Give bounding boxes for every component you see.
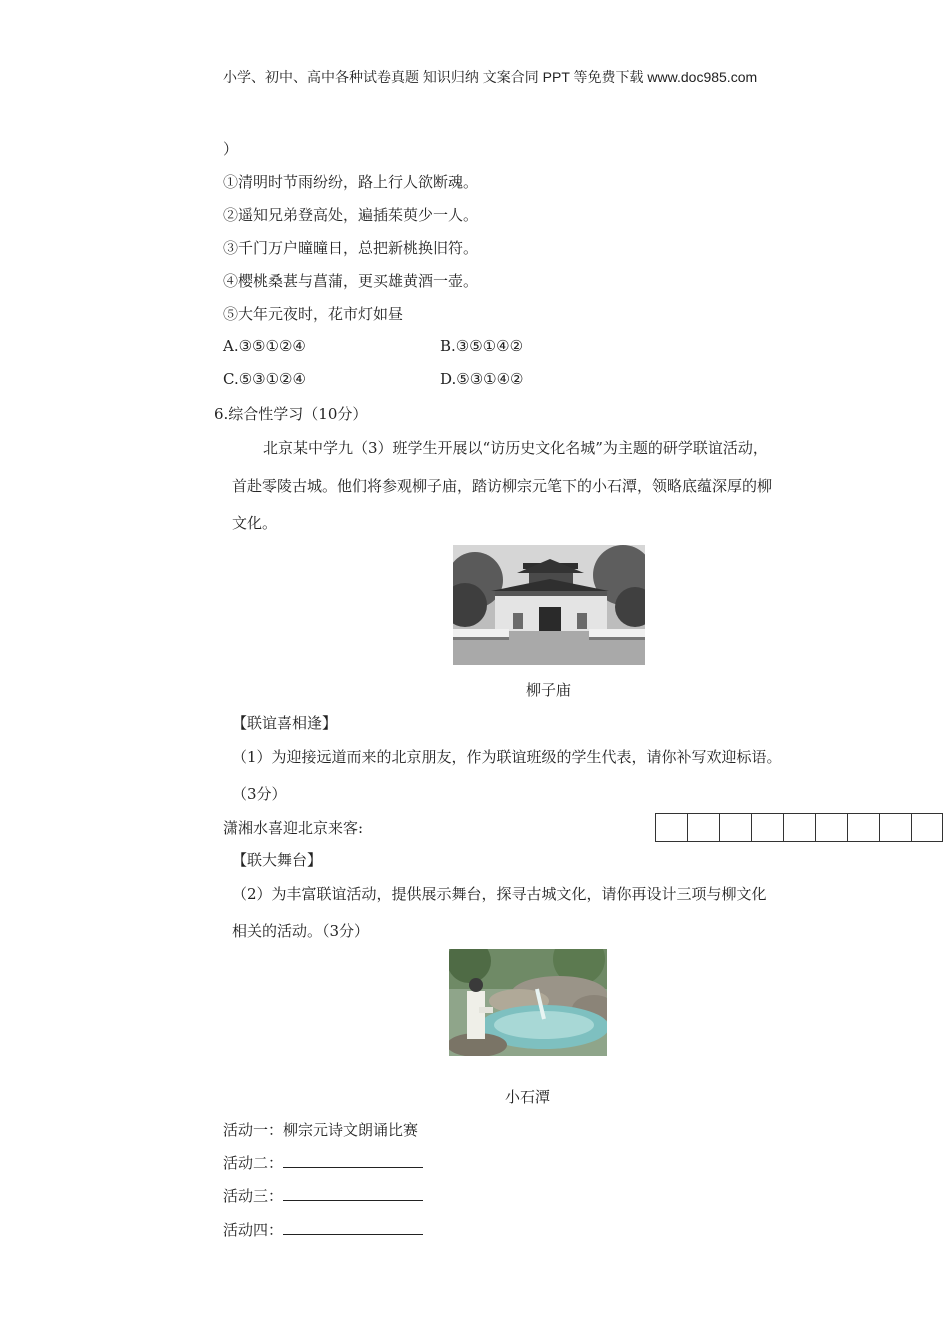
poem-line-4: ④樱桃桑葚与菖蒲，更买雄黄酒一壶。 [223, 272, 479, 290]
section1-title: 【联谊喜相逢】 [232, 714, 338, 732]
section2-title: 【联大舞台】 [232, 851, 323, 869]
activity-3 [223, 1185, 423, 1206]
activity-4 [223, 1219, 423, 1240]
photo2-caption: 小石潭 [505, 1088, 551, 1106]
answer-box[interactable] [719, 813, 751, 842]
little-stone-pond-photo [449, 949, 607, 1056]
pond-illustration [449, 949, 607, 1056]
poem-line-2: ②遥知兄弟登高处，遍插茱萸少一人。 [223, 206, 479, 224]
activity-2-blank[interactable] [283, 1152, 423, 1168]
answer-box[interactable] [879, 813, 911, 842]
q6-intro-2: 首赴零陵古城。他们将参观柳子庙，踏访柳宗元笔下的小石潭，领略底蕴深厚的柳 [232, 477, 773, 495]
temple-illustration [453, 545, 645, 665]
answer-box[interactable] [815, 813, 847, 842]
section1-score: （3分） [232, 785, 287, 803]
activity-4-blank[interactable] [283, 1219, 423, 1235]
page-header: 小学、初中、高中各种试卷真题 知识归纳 文案合同 PPT 等免费下载 www.doc985.com [223, 69, 758, 85]
option-b: B.③⑤①④② [440, 337, 524, 355]
activity-2 [223, 1152, 423, 1173]
poem-line-3: ③千门万户曈曈日，总把新桃换旧符。 [223, 239, 479, 257]
q6-intro-3: 文化。 [232, 514, 278, 532]
answer-box[interactable] [847, 813, 879, 842]
answer-box[interactable] [751, 813, 783, 842]
activity-3-label: 活动三： [223, 1187, 284, 1205]
option-a: A.③⑤①②④ [223, 337, 306, 355]
liuzi-temple-photo [453, 545, 645, 665]
poem-line-5: ⑤大年元夜时，花市灯如昼 [223, 305, 404, 323]
option-d: D.⑤③①④② [440, 370, 524, 388]
activity-4-label: 活动四： [223, 1221, 284, 1239]
section2-question-2: 相关的活动。（3分） [232, 922, 370, 940]
q6-intro-1: 北京某中学九（3）班学生开展以“访历史文化名城”为主题的研学联谊活动， [263, 439, 768, 457]
activity-1: 活动一：柳宗元诗文朗诵比赛 [223, 1121, 419, 1139]
slogan-answer-boxes[interactable] [655, 813, 943, 842]
answer-box[interactable] [783, 813, 815, 842]
activity-3-blank[interactable] [283, 1185, 423, 1201]
closing-paren: ） [223, 140, 239, 158]
q6-title: 6.综合性学习（10分） [214, 405, 368, 423]
activity-2-label: 活动二： [223, 1154, 284, 1172]
answer-box[interactable] [655, 813, 687, 842]
answer-box[interactable] [687, 813, 719, 842]
option-c: C.⑤③①②④ [223, 370, 306, 388]
section2-question-1: （2）为丰富联谊活动，提供展示舞台，探寻古城文化，请你再设计三项与柳文化 [232, 885, 767, 903]
answer-box[interactable] [911, 813, 943, 842]
poem-line-1: ①清明时节雨纷纷，路上行人欲断魂。 [223, 173, 479, 191]
photo1-caption: 柳子庙 [526, 681, 572, 699]
slogan-prefix: 潇湘水喜迎北京来客: [223, 819, 364, 837]
section1-question: （1）为迎接远道而来的北京朋友，作为联谊班级的学生代表，请你补写欢迎标语。 [232, 748, 782, 766]
